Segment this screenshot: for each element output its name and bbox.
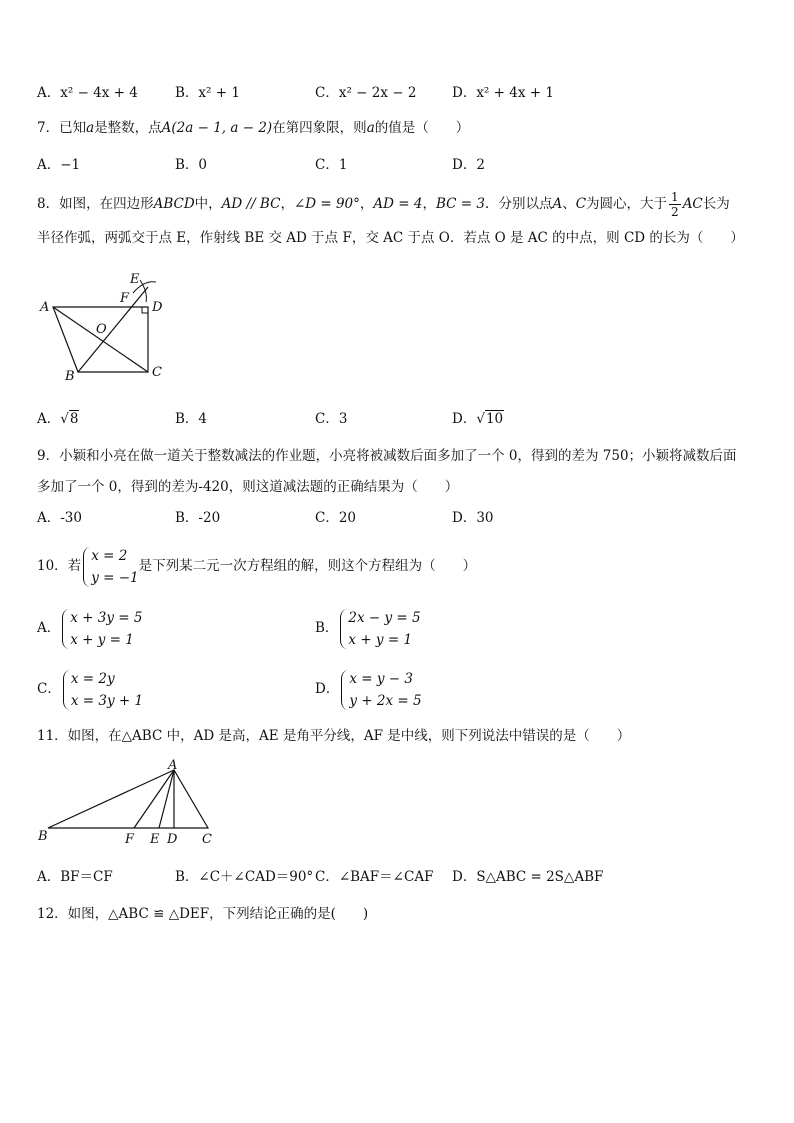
q6-option-d[interactable]: D．x² + 4x + 1 (452, 85, 554, 101)
q10-stem-text: 是下列某二元一次方程组的解，则这个方程组为（ ） (138, 558, 477, 574)
q8-sqrt: √10 (476, 411, 504, 427)
q6-option-c[interactable]: C．x² − 2x − 2 (315, 85, 417, 101)
q8-label-f: F (120, 291, 130, 306)
q8-stem-text: ， (280, 196, 294, 212)
q9-option-a[interactable]: A．-30 (37, 510, 82, 526)
q7-option-b[interactable]: B．0 (175, 157, 208, 173)
q8-fraction (669, 190, 681, 219)
q8-option-d[interactable] (452, 409, 504, 429)
q8-frac-num: 1 (671, 190, 679, 204)
q7-var: a (366, 120, 375, 136)
q11-stem: 11．如图，在△ABC 中，AD 是高，AE 是角平分线，AF 是中线，则下列说法中错误的是（ ） (37, 728, 631, 744)
q8-option-b[interactable]: B．4 (175, 411, 208, 427)
q6-option-a[interactable]: A．x² − 4x + 4 (37, 85, 138, 101)
q8-bc: BC = 3 (435, 196, 485, 212)
q7-var: a (86, 120, 95, 136)
q8-label-d: D (152, 300, 163, 315)
q8-parallel: AD // BC (221, 196, 281, 212)
q7-stem-text: 是整数，点 (94, 120, 162, 136)
q10-sys-eq: y = −1 (91, 569, 139, 586)
q10-option-system (339, 668, 421, 712)
q10-eq: x + y = 1 (348, 631, 413, 648)
q10-eq: x + 3y = 5 (70, 609, 143, 626)
q10-option-label: B． (315, 620, 339, 636)
q8-point-c: C (575, 196, 587, 212)
q10-eq: x = y − 3 (349, 670, 413, 687)
q10-option-system (61, 668, 143, 712)
q10-option-c[interactable] (37, 665, 143, 713)
q10-option-label: C． (37, 681, 61, 697)
q11-triangle (48, 770, 208, 828)
q11-label-f: F (125, 832, 135, 847)
q7-stem-text: 7．已知 (37, 120, 87, 136)
q8-stem-line2: 半径作弧，两弧交于点 E，作射线 BE 交 AD 于点 F，交 AC 于点 O．若点 O 是 AC 的中点，则 CD 的长为（ ） (37, 230, 744, 246)
q10-eq: x + y = 1 (70, 631, 134, 648)
q7-stem (37, 118, 469, 138)
q8-radicand: 8 (69, 411, 79, 427)
q10-option-d[interactable] (315, 665, 422, 713)
q11-label-c: C (202, 832, 212, 847)
q11-label-e: E (150, 832, 160, 847)
q11-option-b[interactable]: B．∠C＋∠CAD＝90° (175, 869, 314, 885)
q8-stem-line1 (37, 190, 730, 219)
q9-stem-line2: 多加了一个 0，得到的差为-420，则这道减法题的正确结果为（ ） (37, 479, 459, 495)
q8-sqrt: √8 (60, 411, 79, 427)
q8-stem-text: ．分别以点 (484, 196, 553, 212)
q10-option-system (338, 607, 420, 651)
q8-label-b: B (65, 369, 75, 384)
q9-stem-line1: 9．小颖和小亮在做一道关于整数减法的作业题，小亮将被减数后面多加了一个 0，得到的差为 750；小颖将减数后面 (37, 448, 737, 464)
q8-stem-text: 8．如图，在四边形 (37, 196, 154, 212)
q8-frac-den: 2 (671, 205, 679, 219)
q10-option-label: D． (315, 681, 340, 697)
q8-stem-text: 长为 (702, 196, 730, 212)
q8-option-a-label: A． (37, 411, 61, 427)
q10-option-b[interactable] (315, 604, 421, 652)
q10-eq: x = 3y + 1 (70, 692, 144, 709)
q8-stem-text: ， (422, 196, 436, 212)
q8-ray-be (78, 287, 148, 372)
q8-stem-text: ， (359, 196, 374, 212)
q8-stem-text: 中， (194, 196, 222, 212)
q11-label-b: B (38, 829, 48, 844)
q8-figure (36, 268, 176, 388)
q8-option-d-label: D． (452, 411, 477, 427)
q11-option-a[interactable]: A．BF＝CF (37, 869, 113, 885)
q8-quad: ABCD (153, 196, 195, 212)
q11-label-d: D (167, 832, 178, 847)
q8-radicand: 10 (485, 411, 504, 427)
q10-stem (37, 542, 476, 590)
q8-option-a[interactable] (37, 409, 79, 429)
q10-option-label: A． (37, 620, 61, 636)
q7-point: A(2a − 1, a − 2) (161, 120, 273, 136)
q8-point-a: A (552, 196, 563, 212)
q10-option-system (60, 607, 142, 651)
q10-option-a[interactable] (37, 604, 142, 652)
q10-eq: x = 2y (70, 670, 115, 687)
q7-option-a[interactable]: A．−1 (37, 157, 81, 173)
q8-option-c[interactable]: C．3 (315, 411, 348, 427)
q10-eq: y + 2x = 5 (349, 692, 422, 709)
q7-option-c[interactable]: C．1 (315, 157, 348, 173)
q11-label-a: A (168, 758, 178, 773)
q9-option-b[interactable]: B．-20 (175, 510, 221, 526)
q8-label-c: C (152, 365, 162, 380)
q12-stem: 12．如图，△ABC ≌ △DEF，下列结论正确的是( ) (37, 906, 369, 922)
q8-diagonal-ac (53, 307, 148, 372)
q8-angle: ∠D = 90° (293, 196, 360, 212)
q8-label-e: E (130, 272, 140, 287)
q8-stem-text: 为圆心，大于 (586, 196, 668, 212)
q8-label-a: A (40, 300, 50, 315)
q11-bisector-ae (159, 770, 174, 828)
q11-figure (34, 758, 224, 848)
q7-stem-text: 的值是（ ） (374, 120, 470, 136)
q11-option-d[interactable]: D．S△ABC = 2S△ABF (452, 869, 604, 885)
q10-solution-system (81, 545, 138, 589)
q11-option-c[interactable]: C．∠BAF＝∠CAF (315, 869, 434, 885)
q6-option-b[interactable]: B．x² + 1 (175, 85, 240, 101)
q8-ac: AC (682, 196, 703, 212)
q9-option-c[interactable]: C．20 (315, 510, 357, 526)
q7-option-d[interactable]: D．2 (452, 157, 485, 173)
q8-label-o: O (96, 322, 107, 337)
q9-option-d[interactable]: D．30 (452, 510, 494, 526)
q10-sys-eq: x = 2 (91, 547, 128, 564)
q7-stem-text: 在第四象限，则 (272, 120, 367, 136)
q8-ad: AD = 4 (373, 196, 423, 212)
q10-eq: 2x − y = 5 (348, 609, 421, 626)
q8-right-angle-mark (142, 307, 148, 313)
q8-stem-text: 、 (562, 196, 576, 212)
q10-stem-text: 10．若 (37, 558, 82, 574)
